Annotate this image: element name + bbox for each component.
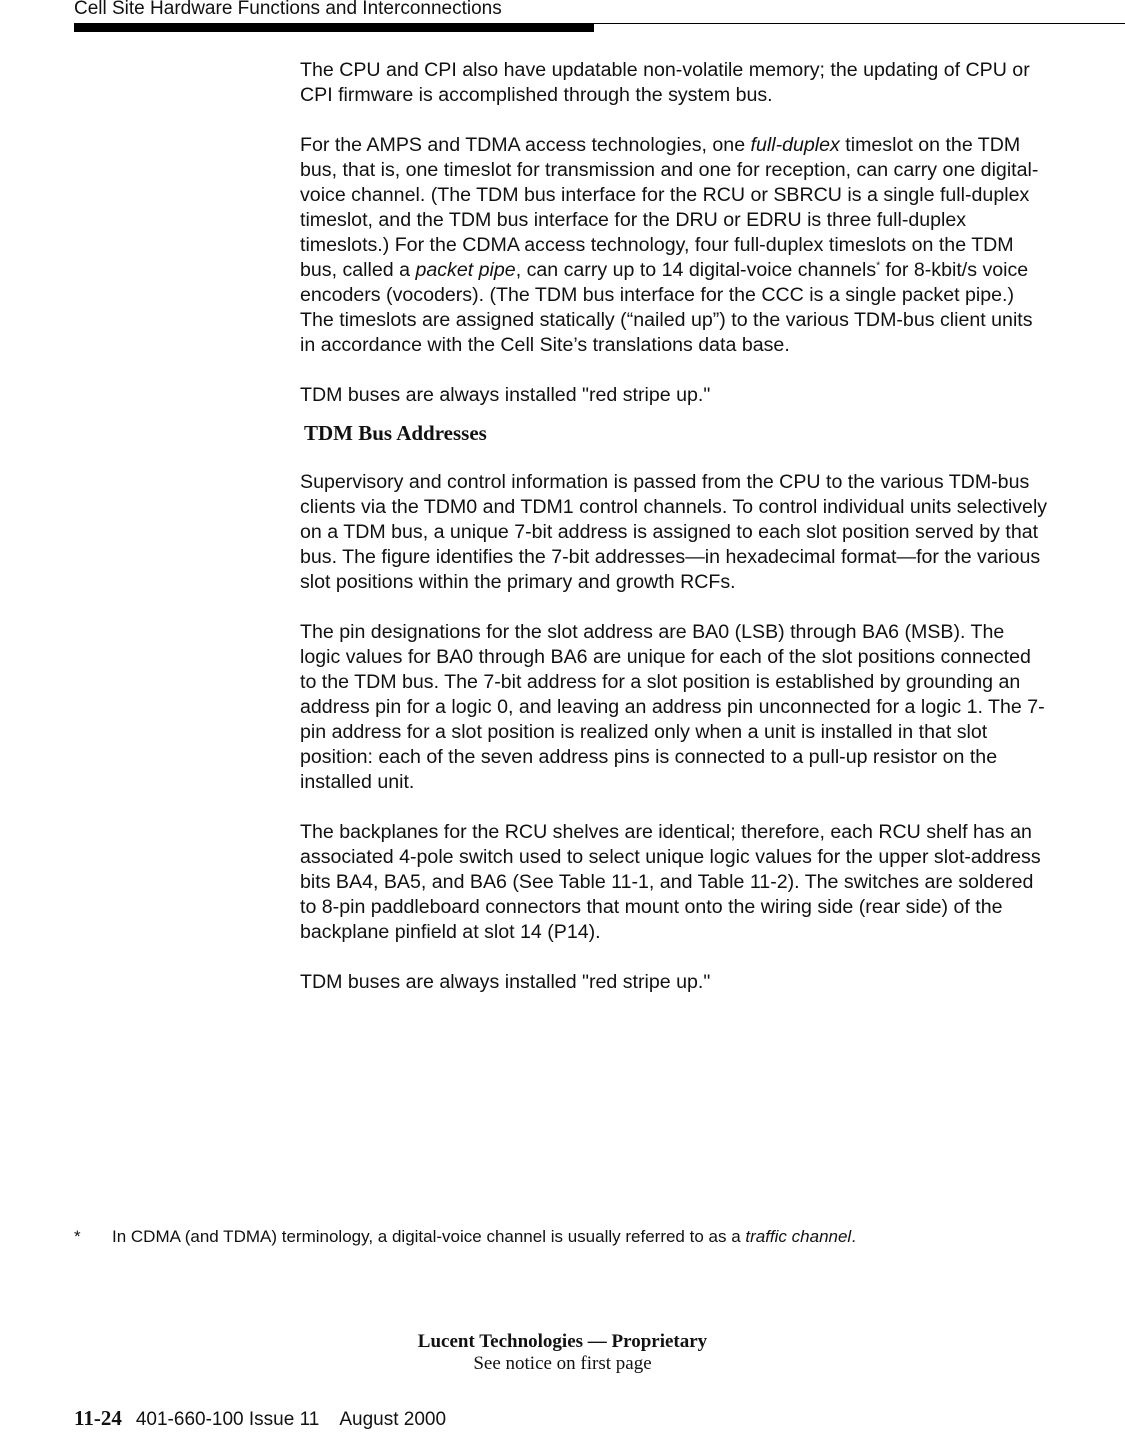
footnote-text-a: In CDMA (and TDMA) terminology, a digital-voice channel is usually referred to as a bbox=[112, 1227, 746, 1246]
term-packet-pipe: packet pipe bbox=[415, 259, 516, 281]
header-rule-bar bbox=[74, 24, 594, 32]
page-footer bbox=[74, 1406, 446, 1432]
paragraph-timeslots bbox=[300, 133, 1050, 358]
footnote-reference[interactable]: * bbox=[876, 260, 881, 272]
paragraph-red-stripe-note-2: TDM buses are always installed "red stripe up." bbox=[300, 971, 711, 993]
paragraph-timeslots-part-d: for 8-kbit/s voice encoders (vocoders). (The TDM bus interface for the CCC is a single packet pipe.) The timeslots are assigned statically (“nailed up”) to the various TDM-bus client units in accordance with the Cell Site’s translations data base. bbox=[300, 259, 1033, 356]
paragraph-control-channels: Supervisory and control information is passed from the CPU to the various TDM-bus clients via the TDM0 and TDM1 control channels. To control individual units selectively on a TDM bus, a unique 7-bit address is assigned to each slot position served by that bus. The figure identifies the 7-bit addresses—in hexadecimal format—for the various slot positions within the primary and growth RCFs. bbox=[300, 471, 1048, 593]
page-number: 11-24 bbox=[74, 1406, 122, 1430]
document-info: 401-660-100 Issue 11 August 2000 bbox=[135, 1409, 447, 1430]
paragraph-timeslots-part-b: timeslot on the TDM bus, that is, one timeslot for transmission and one for reception, can carry one digital-voice channel. (The TDM bus interface for the RCU or SBRCU is a single full-duplex timeslot, and the TDM bus interface for the DRU or EDRU is three full-duplex timeslots.) For the CDMA access technology, four full-duplex timeslots on the TDM bus, called a bbox=[300, 134, 1039, 281]
footnote-term: traffic channel bbox=[745, 1227, 852, 1246]
see-notice-text: See notice on first page bbox=[473, 1353, 652, 1374]
footnote-text-b: . bbox=[851, 1227, 856, 1246]
running-header-title: Cell Site Hardware Functions and Interconnections bbox=[74, 0, 502, 19]
paragraph-timeslots-part-a: For the AMPS and TDMA access technologies, one bbox=[300, 134, 751, 156]
footnote bbox=[74, 1226, 1074, 1248]
term-full-duplex: full-duplex bbox=[750, 134, 840, 156]
paragraph-pin-designations: The pin designations for the slot address are BA0 (LSB) through BA6 (MSB). The logic values for BA0 through BA6 are unique for each of the slot positions connected to the TDM bus. The 7-bit address for a slot position is established by grounding an address pin for a logic 0, and leaving an address pin unconnected for a logic 1. The 7-pin address for a slot position is realized only when a unit is installed in that slot position: each of the seven address pins is connected to a pull-up resistor on the installed unit. bbox=[300, 621, 1045, 793]
paragraph-red-stripe-note: TDM buses are always installed "red stripe up." bbox=[300, 384, 711, 406]
proprietary-notice: Lucent Technologies — Proprietary bbox=[417, 1331, 708, 1352]
paragraph-timeslots-part-c: , can carry up to 14 digital-voice channels bbox=[515, 259, 877, 281]
paragraph-backplanes: The backplanes for the RCU shelves are identical; therefore, each RCU shelf has an associated 4-pole switch used to select unique logic values for the upper slot-address bits BA4, BA5, and BA6 (See Table 11-1, and Table 11-2). The switches are soldered to 8-pin paddleboard connectors that mount onto the wiring side (rear side) of the backplane pinfield at slot 14 (P14). bbox=[300, 821, 1041, 943]
paragraph-firmware: The CPU and CPI also have updatable non-volatile memory; the updating of CPU or CPI firmware is accomplished through the system bus. bbox=[300, 59, 1030, 106]
footer-proprietary-block bbox=[0, 1330, 1125, 1375]
main-text-column bbox=[300, 58, 1050, 1020]
footnote-mark: * bbox=[74, 1227, 81, 1246]
section-heading: TDM Bus Addresses bbox=[304, 421, 487, 445]
